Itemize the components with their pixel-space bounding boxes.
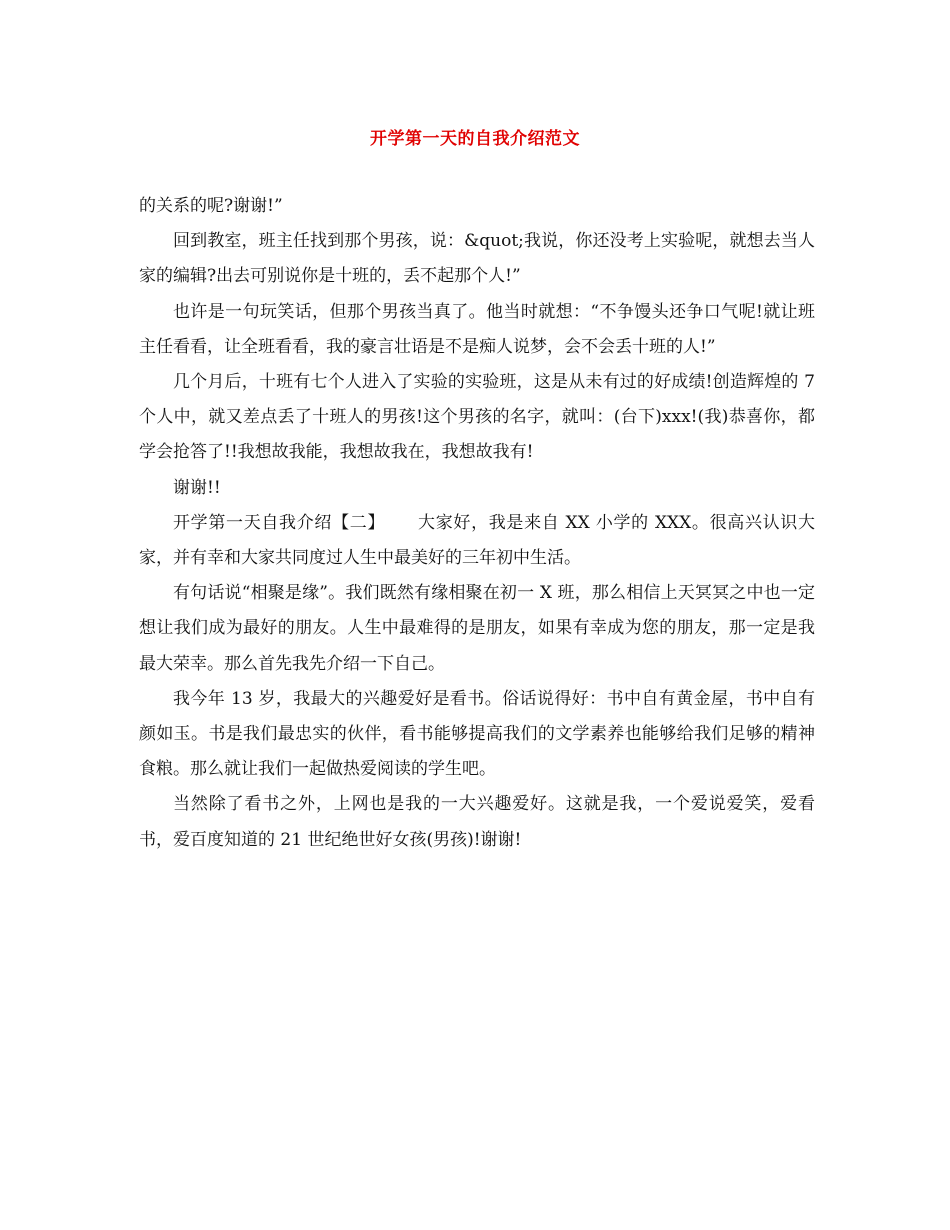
paragraph: 回到教室，班主任找到那个男孩，说：&quot;我说，你还没考上实验呢，就想去当人家的编辑?出去可别说你是十班的，丢不起那个人!”: [139, 231, 815, 287]
paragraph: 当然除了看书之外，上网也是我的一大兴趣爱好。这就是我，一个爱说爱笑，爱看书，爱百度知道的 21 世纪绝世好女孩(男孩)!谢谢!: [139, 794, 815, 850]
paragraph: 有句话说“相聚是缘”。我们既然有缘相聚在初一 X 班，那么相信上天冥冥之中也一定想让我们成为最好的朋友。人生中最难得的是朋友，如果有幸成为您的朋友，那一定是我最大荣幸。那么首先我先介绍一下自己。: [139, 583, 815, 674]
paragraph: 的关系的呢?谢谢!”: [139, 196, 283, 216]
paragraph: 谢谢!!: [173, 477, 221, 498]
document-title: 开学第一天的自我介绍范文: [370, 129, 580, 149]
paragraph: 也许是一句玩笑话，但那个男孩当真了。他当时就想：“不争馒头还争口气呢!就让班主任看看，让全班看看，我的豪言壮语是不是痴人说梦，会不会丢十班的人!”: [139, 301, 815, 357]
document-body: [139, 189, 815, 858]
paragraph: 开学第一天自我介绍【二】 大家好，我是来自 XX 小学的 XXX。很高兴认识大家，并有幸和大家共同度过人生中最美好的三年初中生活。: [139, 512, 815, 569]
paragraph: 我今年 13 岁，我最大的兴趣爱好是看书。俗话说得好：书中自有黄金屋，书中自有颜如玉。书是我们最忠实的伙伴，看书能够提高我们的文学素养也能够给我们足够的精神食粮。那么就让我们一起做热爱阅读的学生吧。: [139, 688, 815, 780]
paragraph: 几个月后，十班有七个人进入了实验的实验班，这是从未有过的好成绩!创造辉煌的 7 个人中，就又差点丢了十班人的男孩!这个男孩的名字，就叫：(台下)xxx!(我)恭喜你，都学会抢答了!!我想故我能，我想故我在，我想故我有!: [139, 372, 815, 463]
